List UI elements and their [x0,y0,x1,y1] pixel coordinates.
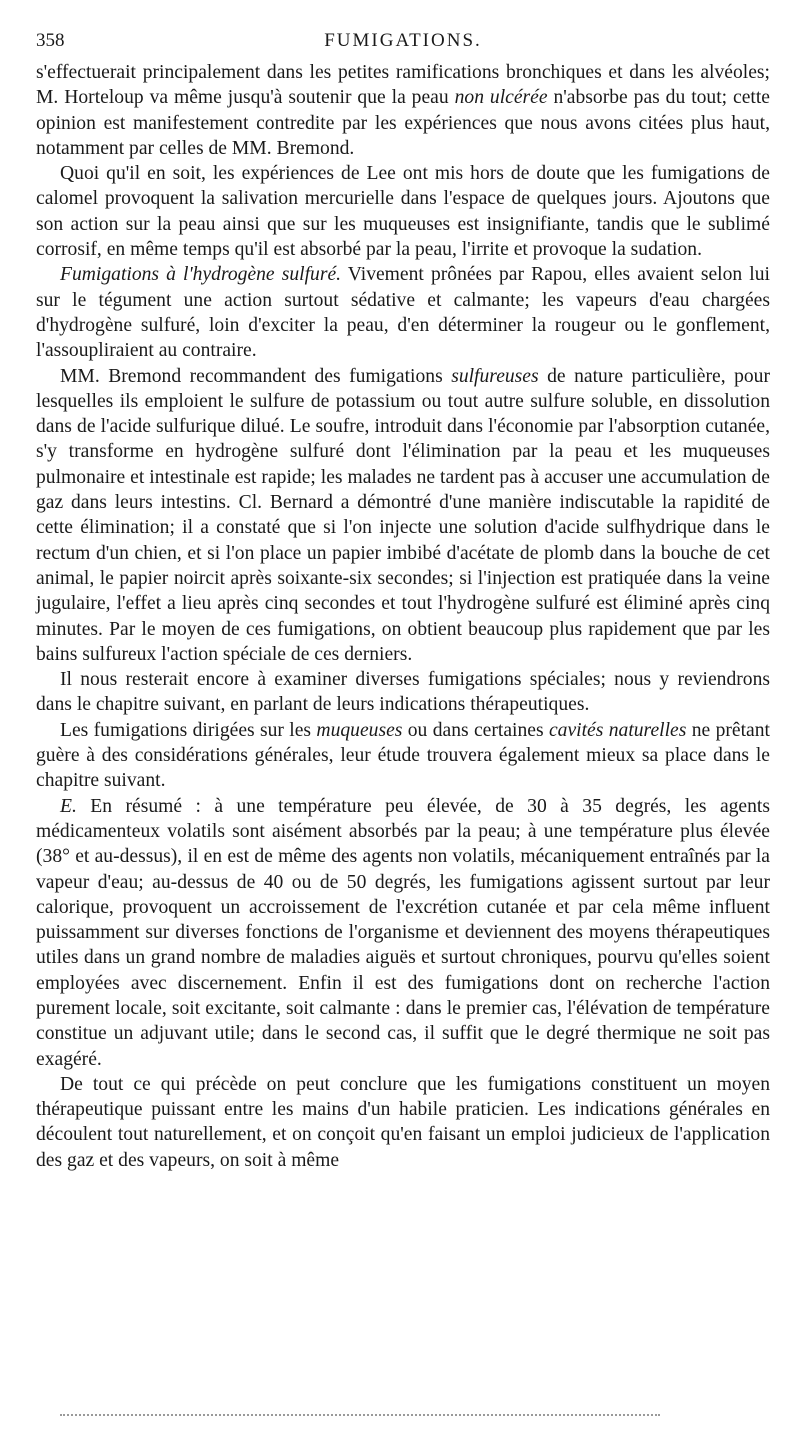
paragraph-resume: E. En résumé : à une température peu élevée, de 30 à 35 degrés, les agents médicamenteux volatils sont aisément absorbés par la peau; à une température plus élevée (38° et au-dessus), il en est de même des agents non volatils, mécaniquement entraînés par la vapeur d'eau; au-dessus de 40 ou de 50 degrés, les fumigations agissent surtout par leur calorique, provoquent un accroissement de l'excrétion cutanée et par cela même influent puissamment sur diverses fonctions de l'organisme et deviennent des moyens thérapeutiques utiles dans un grand nombre de maladies aiguës et surtout chroniques, pourvu qu'elles soient employées avec discernement. Enfin il est des fumigations dont on recherche l'action purement locale, soit excitante, soit calmante : dans le premier cas, l'élévation de température constitue un adjuvant utile; dans le second cas, il suffit que le degré thermique ne soit pas exagéré. [36,795,770,1070]
section-letter: E. [60,795,77,817]
body-text [36,60,770,1173]
paragraph-muqueuses: Les fumigations dirigées sur les muqueuses ou dans certaines cavités naturelles ne prêtant guère à des considérations générales, leur étude trouvera également mieux sa place dans le chapitre suivant. [36,719,770,792]
paragraph-continuation: s'effectuerait principalement dans les petites ramifications bronchiques et dans les alvéoles; M. Horteloup va même jusqu'à soutenir que la peau non ulcérée n'absorbe pas du tout; cette opinion est manifestement contredite par les expériences que nous avons citées plus haut, notamment par celles de MM. Bremond. [36,62,771,159]
footer-dotted-rule [60,1414,660,1416]
book-page [36,30,770,1173]
paragraph-conclusion: De tout ce qui précède on peut conclure que les fumigations constituent un moyen thérapeutique puissant entre les mains d'un habile praticien. Les indications générales en découlent tout naturellement, et on conçoit qu'en faisant un emploi judicieux de l'application des gaz et des vapeurs, on soit à même [36,1073,770,1171]
section-heading: Fumigations à l'hydrogène sulfuré. [60,264,342,286]
page-number: 358 [36,30,65,51]
paragraph-fumigations-speciales: Il nous resterait encore à examiner diverses fumigations spéciales; nous y reviendrons dans le chapitre suivant, en parlant de leurs indications thérapeutiques. [36,669,770,716]
running-title: FUMIGATIONS. [324,30,482,51]
paragraph-bremond-sulfureuses: MM. Bremond recommandent des fumigations sulfureuses de nature particulière, pour lesquelles ils emploient le sulfure de potassium ou tout autre sulfure soluble, en dissolution dans de l'acide sulfurique dilué. Le soufre, introduit dans l'économie par l'absorption cutanée, s'y transforme en hydrogène sulfuré dont l'élimination par la peau et les muqueuses pulmonaire et intestinale est rapide; les malades ne tardent pas à accuser une accumulation de gaz dans leurs intestins. Cl. Bernard a démontré d'une manière indiscutable la rapidité de cette élimination; il a constaté que si l'on injecte une solution d'acide sulfhydrique dans le rectum d'un chien, et si l'on place un papier imbibé d'acétate de plomb dans la bouche de cet animal, le papier noircit après soixante-six secondes; si l'injection est pratiquée dans la veine jugulaire, l'effet a lieu après cinq secondes et tout l'hydrogène sulfuré est éliminé après cinq minutes. Par le moyen de ces fumigations, on obtient beaucoup plus rapidement que par les bains sulfureux l'action spéciale de ces derniers. [36,365,771,665]
paragraph-lee-calomel: Quoi qu'il en soit, les expériences de Lee ont mis hors de doute que les fumigations de calomel provoquent la salivation mercurielle dans l'espace de quelques jours. Ajoutons que son action sur la peau ainsi que sur les muqueuses est insignifiante, tandis que le sublimé corrosif, en même temps qu'il est absorbé par la peau, l'irrite et provoque la sudation. [36,163,770,261]
paragraph-hydrogene-sulfure: Fumigations à l'hydrogène sulfuré. Vivement prônées par Rapou, elles avaient selon lui sur le tégument une action surtout sédative et calmante; les vapeurs d'eau chargées d'hydrogène sulfuré, loin d'exciter la peau, d'en déterminer la rougeur ou le gonflement, l'assoupliraient au contraire. [36,264,770,362]
page-header [36,30,770,60]
